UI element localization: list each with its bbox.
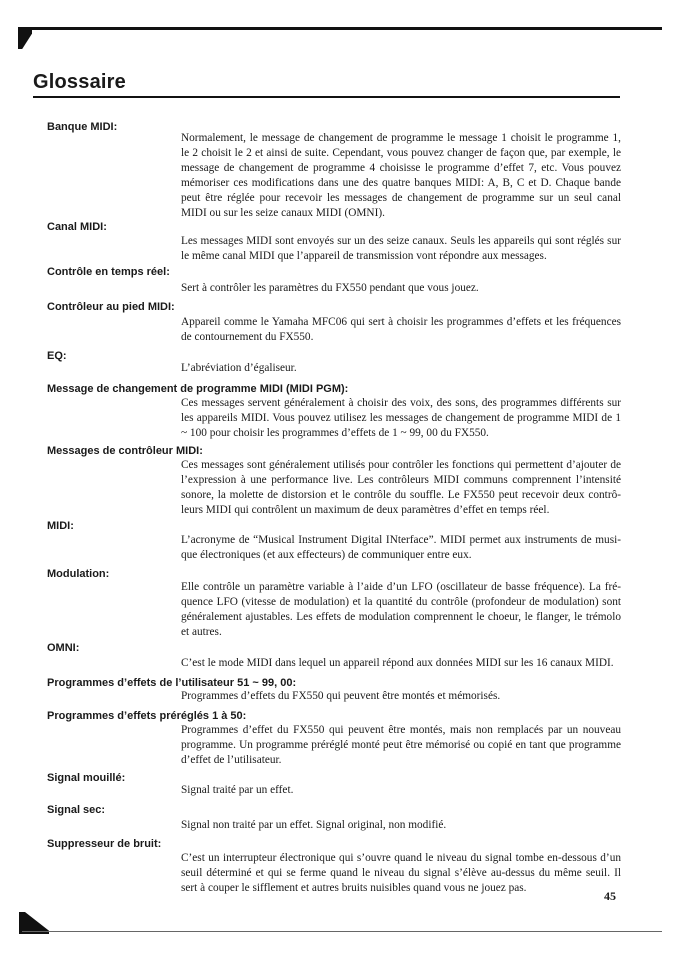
definition-line: le 2 choisit le 2 et ainsi de suite. Cependant, vous pouvez changer de façon que, par exemple, le xyxy=(181,147,621,159)
glossary-term: MIDI: xyxy=(47,520,74,532)
definition-line: d’effet de l’utilisateur. xyxy=(181,754,282,766)
glossary-definition xyxy=(181,580,621,640)
glossary-definition xyxy=(181,234,621,264)
glossary-term: Signal sec: xyxy=(47,804,106,816)
definition-line: message de changement de programme 4 choisisse le programme d’effet 7, etc. Vous pouvez xyxy=(181,162,621,174)
definition-line: Programmes d’effet du FX550 qui peuvent être montés, mais non remplacés par un nouveau xyxy=(181,724,621,736)
glossary-definition xyxy=(181,818,621,833)
glossary-definition xyxy=(181,851,621,896)
definition-line: Les messages MIDI sont envoyés sur un des seize canaux. Seuls les appareils qui sont réglés sur xyxy=(181,235,621,247)
glossary-definition xyxy=(181,689,621,704)
glossary-definition xyxy=(181,315,621,345)
definition-line: Ces messages servent généralement à choisir des voix, des sons, des programmes différents sur xyxy=(181,397,621,409)
glossary-definition xyxy=(181,533,621,563)
definition-line: de contournement du FX550. xyxy=(181,331,314,343)
glossary-term: Programmes d’effets de l’utilisateur 51 ~ 99, 00: xyxy=(47,677,297,689)
definition-line: Signal non traité par un effet. Signal original, non modifié. xyxy=(181,819,447,831)
glossary-term: Contrôle en temps réel: xyxy=(47,266,170,278)
definition-line: C’est un interrupteur électronique qui s’ouvre quand le niveau du signal tombe en-dessous d’un xyxy=(181,852,621,864)
definition-line: L’acronyme de “Musical Instrument Digital INterface”. MIDI permet aux instruments de musi- xyxy=(181,534,621,546)
definition-line: MIDI ou sur les seize canaux MIDI (OMNI). xyxy=(181,207,385,219)
glossary-term: Suppresseur de bruit: xyxy=(47,838,162,850)
definition-line: et autres. xyxy=(181,626,222,638)
definition-line: leurs MIDI qui contrôlent un maximum de deux paramètres d’effet en temps réel. xyxy=(181,504,550,516)
definition-line: sonore, la molette de distorsion et le contrôle du souffle. Le FX550 peut recevoir deux contrô- xyxy=(181,489,621,501)
glossary-definition xyxy=(181,281,621,296)
glossary-definition xyxy=(181,783,621,798)
glossary-term: Banque MIDI: xyxy=(47,121,118,133)
glossary-term: Contrôleur au pied MIDI: xyxy=(47,301,175,313)
definition-line: peut être réglée pour recevoir les messages de changement de programme sur un seul canal xyxy=(181,192,621,204)
page-title: Glossaire xyxy=(33,71,126,93)
glossary-term: OMNI: xyxy=(47,642,80,654)
definition-line: seuil déterminé et qui se ferme quand le niveau du signal s’élève au-dessus du même seuil. Il xyxy=(181,867,621,879)
glossary-term: Messages de contrôleur MIDI: xyxy=(47,445,203,457)
definition-line: programme. Un programme préréglé monté peut être mémorisé ou copié en tant que programme xyxy=(181,739,621,751)
bottom-rule xyxy=(22,931,662,932)
definition-line: Signal traité par un effet. xyxy=(181,784,294,796)
definition-line: généralement ajustables. Les effets de modulation comprennent le choeur, le flanger, le trémolo xyxy=(181,611,621,623)
definition-line: quence LFO (vitesse de modulation) et la quantité du contrôle (profondeur de modulation) sont xyxy=(181,596,621,608)
glossary-definition xyxy=(181,723,621,768)
definition-line: C’est le mode MIDI dans lequel un appareil répond aux données MIDI sur les 16 canaux MIDI. xyxy=(181,657,614,669)
definition-line: que électroniques (et aux effecteurs) de communiquer entre eux. xyxy=(181,549,472,561)
page-number: 45 xyxy=(604,889,616,903)
glossary-term: Programmes d’effets préréglés 1 à 50: xyxy=(47,710,247,722)
definition-line: sert à couper le sifflement et autres bruits nuisibles quand vous ne jouez pas. xyxy=(181,882,527,894)
definition-line: Normalement, le message de changement de programme le message 1 choisit le programme 1, xyxy=(181,132,621,144)
definition-line: Programmes d’effets du FX550 qui peuvent être montés et mémorisés. xyxy=(181,690,501,702)
glossary-term: EQ: xyxy=(47,350,67,362)
glossary-definition xyxy=(181,396,621,441)
definition-line: Appareil comme le Yamaha MFC06 qui sert à choisir les programmes d’effets et les fréquences xyxy=(181,316,621,328)
definition-line: les appareils MIDI. Vous pouvez utilisez les messages de changement de programme MIDI de 1 xyxy=(181,412,621,424)
definition-line: ~ 100 pour choisir les programmes d’effets de 1 ~ 99, 00 du FX550. xyxy=(181,427,489,439)
definition-line: Ces messages sont généralement utilisés pour contrôler les fonctions qui permettent d’ajouter de xyxy=(181,459,621,471)
glossary-term: Message de changement de programme MIDI (MIDI PGM): xyxy=(47,383,349,395)
definition-line: mémoriser ces modifications dans une des quatre banques MIDI: A, B, C et D. Chaque bande xyxy=(181,177,621,189)
glossary-term: Canal MIDI: xyxy=(47,221,107,233)
definition-line: le même canal MIDI que l’appareil de transmission vont répondre aux messages. xyxy=(181,250,547,262)
glossary-term: Signal mouillé: xyxy=(47,772,126,784)
glossary-definition xyxy=(181,131,621,221)
glossary-definition xyxy=(181,458,621,518)
definition-line: l’expression à une performance live. Les contrôleurs MIDI communs comprennent l’intensité xyxy=(181,474,621,486)
definition-line: Elle contrôle un paramètre variable à l’aide d’un LFO (oscillateur de basse fréquence). La fré- xyxy=(181,581,621,593)
definition-line: Sert à contrôler les paramètres du FX550 pendant que vous jouez. xyxy=(181,282,479,294)
definition-line: L’abréviation d’égaliseur. xyxy=(181,362,297,374)
glossary-definition xyxy=(181,361,621,376)
glossary-term: Modulation: xyxy=(47,568,110,580)
glossary-definition xyxy=(181,656,621,671)
